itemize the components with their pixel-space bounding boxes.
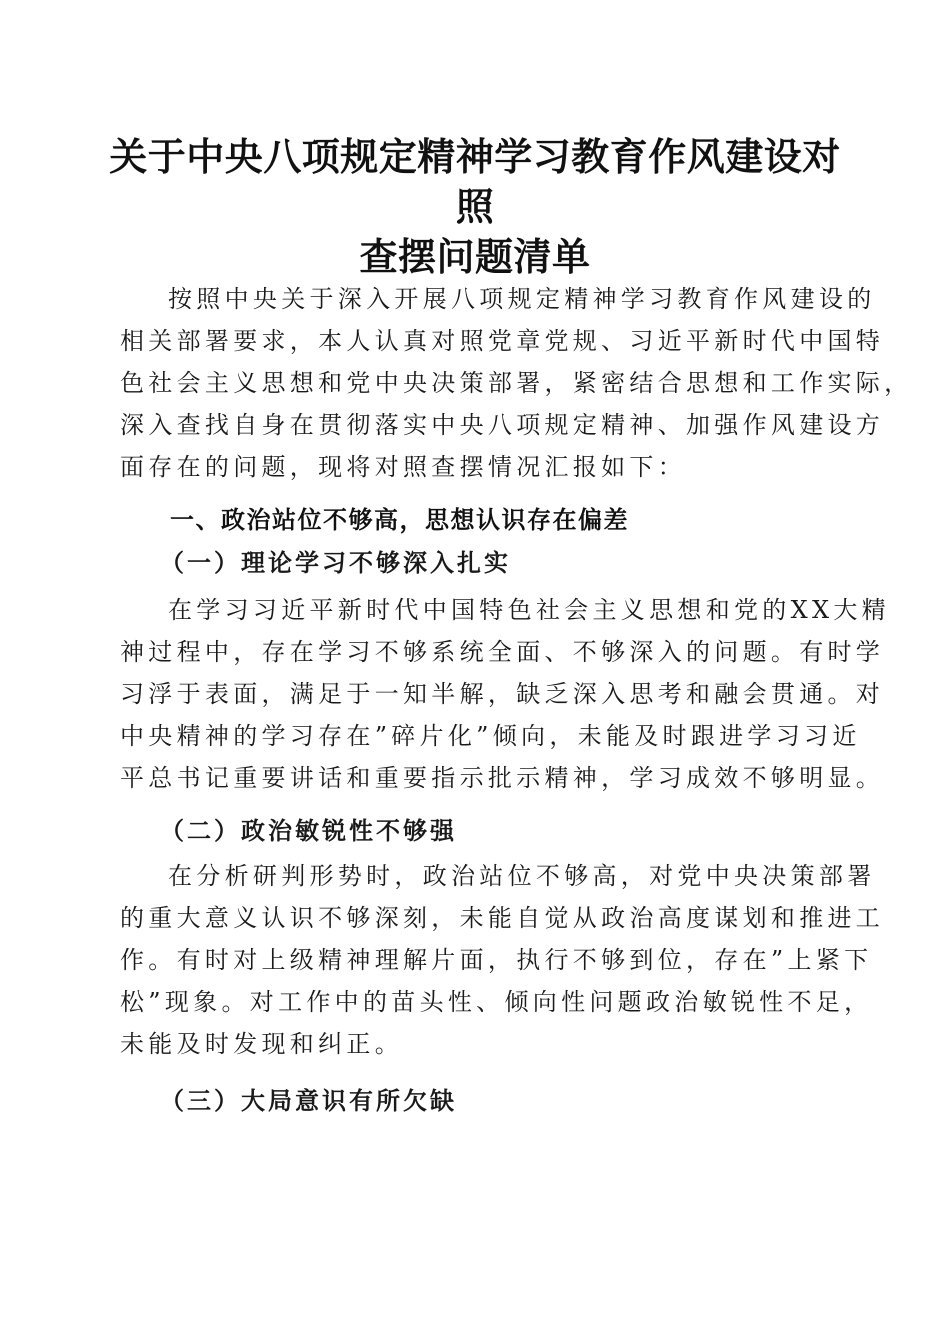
document-title-line-1: 关于中央八项规定精神学习教育作风建设对照 <box>109 135 841 229</box>
paragraph-line: 在分析研判形势时，政治站位不够高，对党中央决策部署 <box>168 862 876 890</box>
intro-paragraph <box>120 278 913 488</box>
paragraph-line: 未能及时发现和纠正。 <box>120 1030 403 1058</box>
paragraph-line: 神过程中，存在学习不够系统全面、不够深入的问题。有时学 <box>120 638 885 666</box>
document-title <box>100 132 850 282</box>
paragraph-line: 平总书记重要讲话和重要指示批示精神，学习成效不够明显。 <box>120 764 885 792</box>
intro-line: 按照中央关于深入开展八项规定精神学习教育作风建设的 <box>168 285 876 313</box>
paragraph-line: 在学习习近平新时代中国特色社会主义思想和党的XX大精 <box>168 596 890 624</box>
subsection-heading-3: （三）大局意识有所欠缺 <box>160 1086 457 1115</box>
intro-line: 深入查找自身在贯彻落实中央八项规定精神、加强作风建设方 <box>120 411 885 439</box>
subsection-1-paragraph <box>120 589 890 799</box>
intro-line: 面存在的问题，现将对照查摆情况汇报如下： <box>120 453 686 481</box>
paragraph-line: 作。有时对上级精神理解片面，执行不够到位，存在”上紧下 <box>120 946 873 974</box>
subsection-2-paragraph <box>120 855 885 1065</box>
paragraph-line: 的重大意义认识不够深刻，未能自觉从政治高度谋划和推进工 <box>120 904 885 932</box>
intro-line: 相关部署要求，本人认真对照党章党规、习近平新时代中国特 <box>120 327 885 355</box>
paragraph-line: 中央精神的学习存在”碎片化”倾向，未能及时跟进学习习近 <box>120 722 861 750</box>
subsection-heading-1: （一）理论学习不够深入扎实 <box>160 548 511 577</box>
intro-line: 色社会主义思想和党中央决策部署，紧密结合思想和工作实际， <box>120 369 913 397</box>
paragraph-line: 习浮于表面，满足于一知半解，缺乏深入思考和融会贯通。对 <box>120 680 885 708</box>
section-heading-1: 一、政治站位不够高，思想认识存在偏差 <box>170 506 629 534</box>
paragraph-line: 松”现象。对工作中的苗头性、倾向性问题政治敏锐性不足， <box>120 988 873 1016</box>
subsection-heading-2: （二）政治敏锐性不够强 <box>160 816 457 845</box>
document-title-line-2: 查摆问题清单 <box>359 235 591 279</box>
